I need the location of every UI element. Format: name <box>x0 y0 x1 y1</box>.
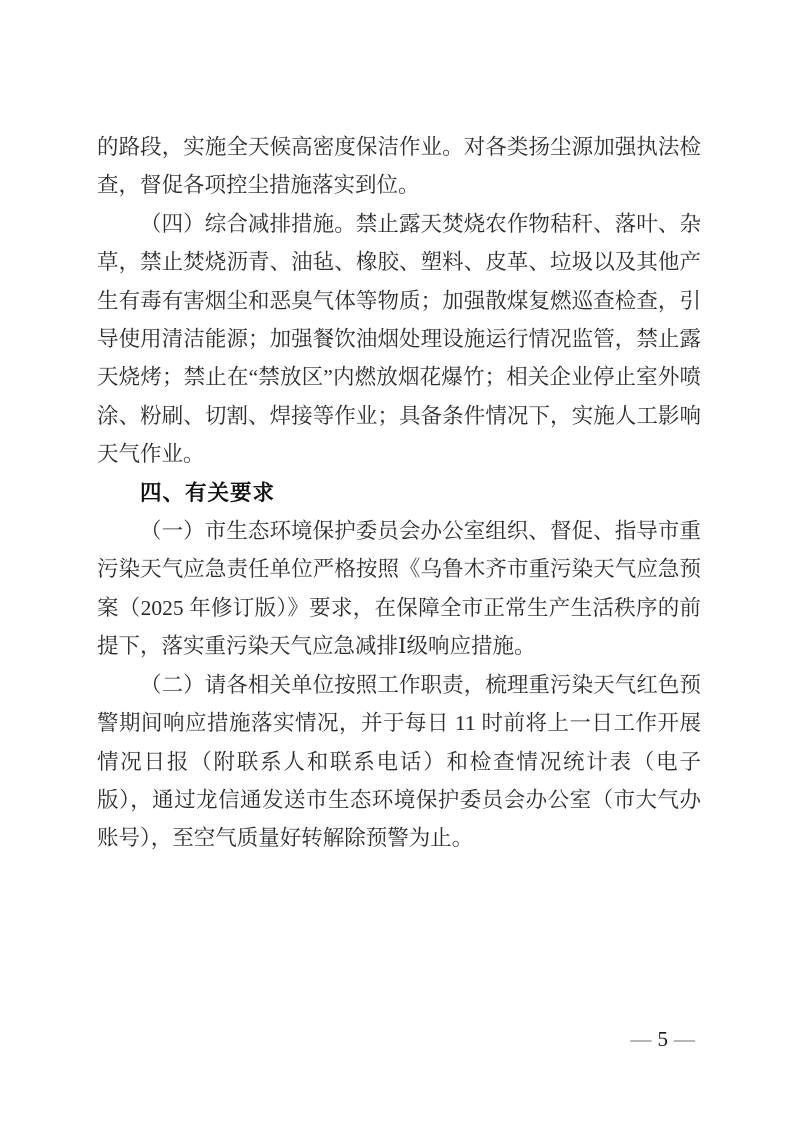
page-number: 5 <box>657 1027 668 1051</box>
paragraph-continuation: 的路段，实施全天候高密度保洁作业。对各类扬尘源加强执法检查，督促各项控尘措施落实到位。 <box>97 135 701 198</box>
section-heading: 四、有关要求 <box>140 480 276 505</box>
page-footer <box>631 1026 696 1052</box>
page-number-dash-left: — <box>630 1027 652 1051</box>
paragraph-item-4: （四）综合减排措施。禁止露天焚烧农作物秸秆、落叶、杂草，禁止焚烧沥青、油毡、橡胶、塑料、皮革、垃圾以及其他产生有毒有害烟尘和恶臭气体等物质；加强散煤复燃巡查检查，引导使用清洁能源；加强餐饮油烟处理设施运行情况监管，禁止露天烧烤；禁止在“禁放区”内燃放烟花爆竹；相关企业停止室外喷涂、粉刷、切割、焊接等作业；具备条件情况下，实施人工影响天气作业。 <box>97 211 701 467</box>
document-body <box>97 128 701 858</box>
page-number-dash-right: — <box>674 1027 695 1051</box>
paragraph-item-1: （一）市生态环境保护委员会办公室组织、督促、指导市重污染天气应急责任单位严格按照《乌鲁木齐市重污染天气应急预案（2025 年修订版）》要求，在保障全市正常生产生活秩序的前提下，落实重污染天气应急减排Ⅰ级响应措施。 <box>97 519 701 659</box>
paragraph-item-2: （二）请各相关单位按照工作职责，梳理重污染天气红色预警期间响应措施落实情况，并于每日 11 时前将上一日工作开展情况日报（附联系人和联系电话）和检查情况统计表（电子版），通过龙信通发送市生态环境保护委员会办公室（市大气办账号），至空气质量好转解除预警为止。 <box>97 672 701 851</box>
